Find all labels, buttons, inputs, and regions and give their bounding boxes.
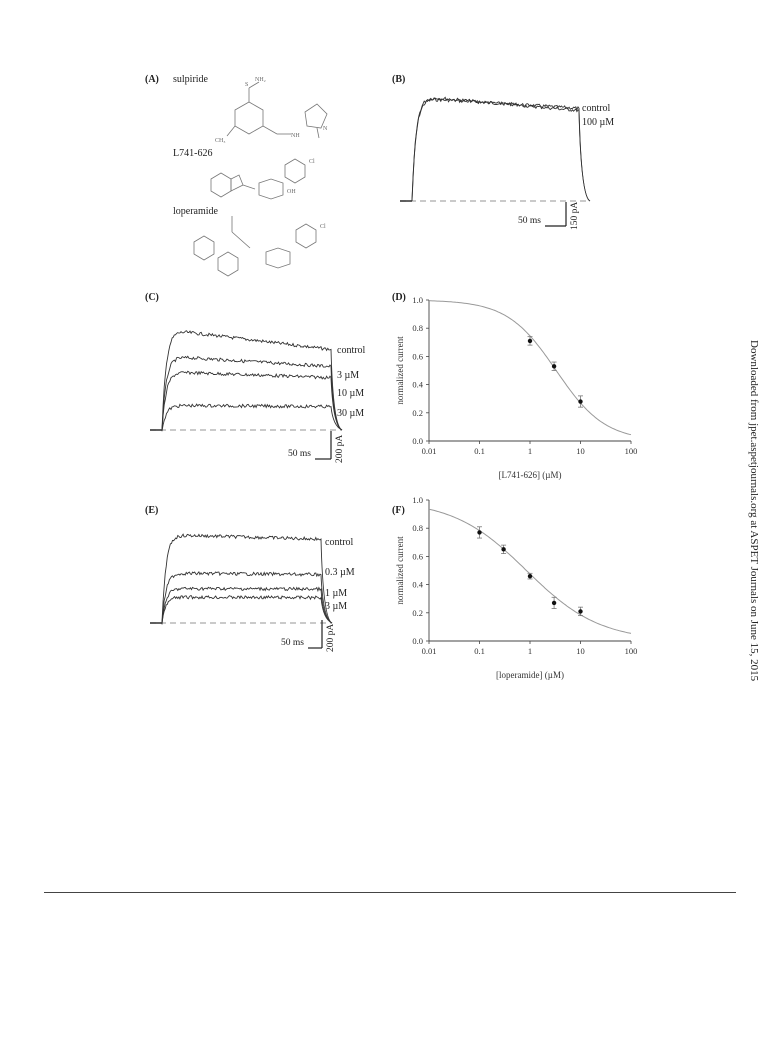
loperamide-structure (188, 212, 348, 287)
y-tick-label: 1.0 (412, 495, 423, 505)
time-scale-label: 50 ms (281, 638, 304, 648)
trace-label-3: 10 µM (337, 388, 365, 399)
trace-label-4: 30 µM (337, 408, 365, 419)
data-point (552, 364, 556, 368)
current-scale-label: 200 pA (326, 623, 336, 652)
time-scale-label: 50 ms (518, 216, 541, 226)
download-watermark: Downloaded from jpet.aspetjournals.org at ASPET Journals on June 15, 2015 (748, 340, 760, 682)
atom-label-nh: NH (291, 133, 300, 139)
x-tick-label: 1 (527, 646, 533, 656)
panel-f-chart (385, 488, 655, 688)
current-trace-1 (162, 331, 342, 430)
fit-curve (429, 509, 631, 633)
current-trace-2 (162, 356, 342, 430)
trace-label-3: 1 µM (325, 588, 348, 599)
panel-b-label: (B) (392, 74, 406, 85)
current-trace-4 (162, 404, 342, 431)
trace-label-2: 100 µM (582, 117, 615, 128)
y-tick-label: 0.6 (412, 351, 423, 362)
x-tick-label: 10 (576, 646, 585, 656)
current-trace-4 (162, 596, 332, 623)
fit-curve (429, 301, 631, 435)
trace-label-1: control (337, 345, 366, 356)
sulpiride-structure (205, 72, 365, 152)
trace-label-2: 0.3 µM (325, 567, 355, 578)
x-tick-label: 1 (527, 446, 533, 456)
x-axis-title: [L741-626] (µM) (498, 470, 562, 480)
panel-e-label: (E) (145, 505, 159, 516)
l741-626-structure (205, 155, 335, 200)
data-point (477, 530, 481, 534)
panel-f-label: (F) (392, 505, 405, 516)
current-trace-3 (162, 371, 342, 431)
current-trace-1 (412, 98, 590, 201)
atom-label-ch3: CH₃ (215, 138, 226, 144)
panel-c-label: (C) (145, 292, 159, 303)
y-axis-title: normalized current (395, 536, 405, 605)
trace-label-1: control (325, 537, 354, 548)
atom-label-cl-2: Cl (320, 224, 326, 230)
atom-label-n: N (323, 126, 328, 132)
current-trace-2 (412, 97, 590, 201)
panel-b-traces (390, 85, 660, 260)
y-tick-label: 0.2 (412, 407, 423, 418)
data-point (578, 609, 582, 613)
x-tick-label: 0.01 (421, 646, 437, 656)
panel-d-chart (385, 288, 655, 488)
data-point (501, 547, 505, 551)
time-scale-label: 50 ms (288, 449, 311, 459)
y-tick-label: 0.0 (412, 636, 423, 646)
panel-a-label: (A) (145, 74, 159, 85)
atom-label-oh: OH (287, 189, 296, 195)
y-axis-title: normalized current (395, 336, 405, 405)
y-tick-label: 1.0 (412, 295, 423, 305)
atom-label-s: S (245, 82, 249, 88)
trace-label-2: 3 µM (337, 370, 360, 381)
data-point (578, 399, 582, 403)
y-tick-label: 0.0 (412, 436, 423, 446)
data-point (528, 574, 532, 578)
x-axis-title: [loperamide] (µM) (496, 670, 564, 680)
data-point (552, 601, 556, 605)
y-tick-label: 0.6 (412, 551, 423, 562)
trace-label-4: 3 µM (325, 601, 348, 612)
panel-d-label: (D) (392, 292, 406, 303)
current-trace-3 (162, 587, 332, 624)
y-tick-label: 0.4 (412, 379, 423, 390)
x-tick-label: 100 (624, 646, 638, 656)
x-tick-label: 10 (576, 446, 585, 456)
current-trace-1 (162, 534, 332, 623)
x-tick-label: 100 (624, 446, 638, 456)
x-tick-label: 0.1 (474, 446, 485, 456)
trace-label-1: control (582, 103, 611, 114)
y-tick-label: 0.8 (412, 523, 423, 534)
x-tick-label: 0.01 (421, 446, 437, 456)
footer-rule (44, 892, 736, 893)
compound-name-sulpiride: sulpiride (173, 74, 208, 85)
current-scale-label: 150 pA (570, 201, 580, 230)
y-tick-label: 0.8 (412, 323, 423, 334)
x-tick-label: 0.1 (474, 646, 485, 656)
current-scale-label: 200 pA (335, 434, 345, 463)
atom-label-cl: Cl (309, 159, 315, 165)
y-tick-label: 0.4 (412, 579, 423, 590)
panel-c-traces (140, 300, 385, 475)
compound-name-loperamide: loperamide (173, 206, 218, 217)
compound-name-l741-626: L741-626 (173, 148, 213, 159)
y-tick-label: 0.2 (412, 607, 423, 618)
panel-e-traces (140, 515, 385, 685)
data-point (528, 339, 532, 343)
atom-label-nh2: NH₂ (255, 77, 266, 83)
